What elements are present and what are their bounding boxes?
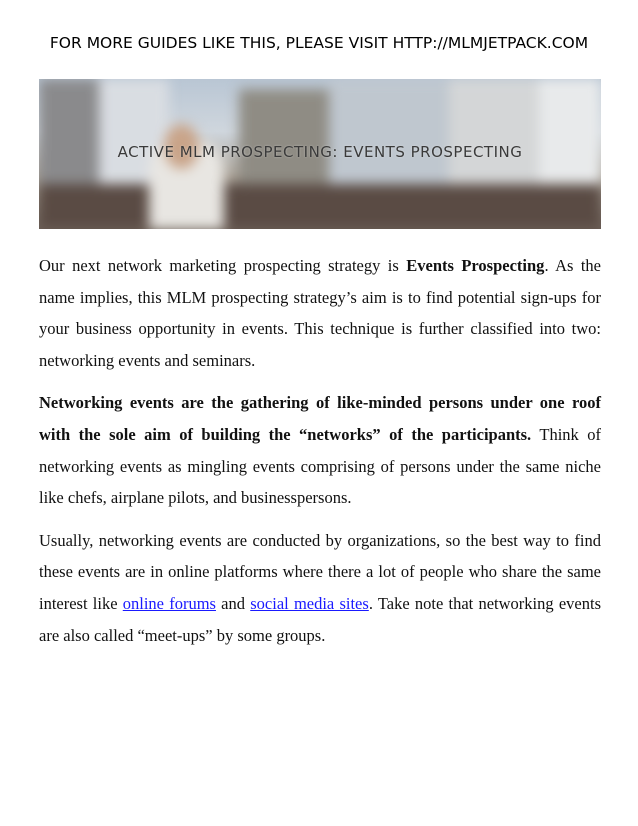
paragraph-text: . As the name implies, this MLM prospecting strategy’s aim is to find potential sign-ups for your business opportunity in events. This technique is further classified into two: networking events and seminars. xyxy=(39,256,601,370)
guide-banner: FOR MORE GUIDES LIKE THIS, PLEASE VISIT HTTP://MLMJETPACK.COM xyxy=(49,34,589,52)
paragraph-networking xyxy=(39,387,601,513)
paragraph-intro xyxy=(39,250,601,376)
paragraph-text: Our next network marketing prospecting strategy is xyxy=(39,256,407,275)
article-body xyxy=(39,250,601,662)
paragraph-text: . Take note that networking events are also called “meet-ups” by some groups. xyxy=(39,593,602,645)
paragraph-text: and xyxy=(215,593,251,613)
paragraph-text: Think of networking events as mingling events comprising of persons under the same niche like chefs, airplane pilots, and businesspersons. xyxy=(39,424,601,508)
hero-image xyxy=(39,79,601,229)
bold-definition: Networking events are the gathering of like-minded persons under one roof with the sole aim of building the “networks” of the participants. xyxy=(39,393,601,444)
paragraph-text: Usually, networking events are conducted by organizations, so the best way to find these events are in online platforms where there a lot of people who share the same interest like xyxy=(39,530,601,613)
social-media-sites-link[interactable]: social media sites xyxy=(250,593,369,613)
hero-title: ACTIVE MLM PROSPECTING: EVENTS PROSPECTING xyxy=(117,143,523,161)
bold-term: Events Prospecting xyxy=(406,256,545,275)
paragraph-usually xyxy=(39,525,601,651)
online-forums-link[interactable]: online forums xyxy=(122,593,216,613)
